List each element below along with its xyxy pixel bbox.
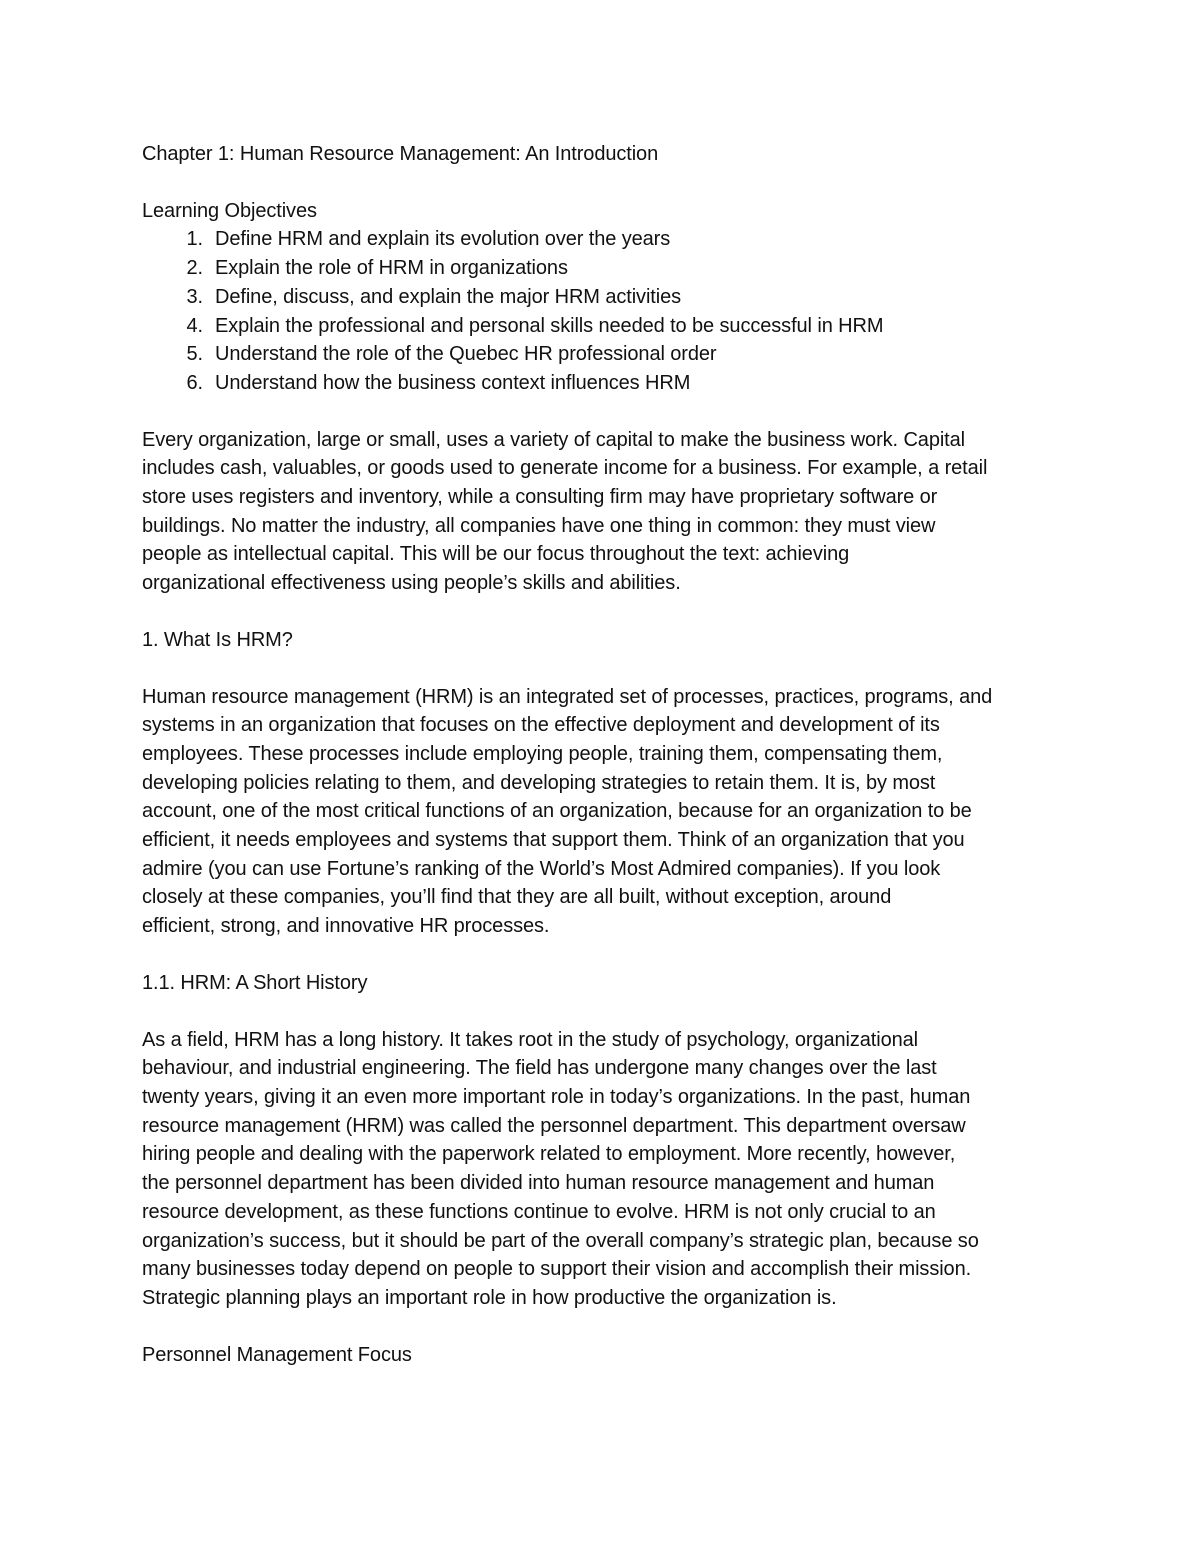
subheading-personnel-management-focus: Personnel Management Focus <box>142 1343 412 1366</box>
objective-text: Understand the role of the Quebec HR professional order <box>215 343 717 366</box>
paragraph-line: Every organization, large or small, uses a variety of capital to make the business work. Capital <box>142 428 966 451</box>
paragraph-line: efficient, strong, and innovative HR processes. <box>142 915 550 938</box>
paragraph-line: admire (you can use Fortune’s ranking of the World’s Most Admired companies). If you look <box>142 857 941 880</box>
objective-number: 1. <box>186 228 203 251</box>
short-history-paragraph <box>142 1026 1072 1313</box>
document-body <box>142 140 1072 1369</box>
objective-item <box>142 283 1072 312</box>
paragraph-line: includes cash, valuables, or goods used to generate income for a business. For example, a retail <box>142 457 988 480</box>
paragraph-line: behaviour, and industrial engineering. The field has undergone many changes over the last <box>142 1057 937 1080</box>
paragraph-line: Human resource management (HRM) is an integrated set of processes, practices, programs, and <box>142 685 993 708</box>
objective-item <box>142 369 1072 398</box>
objective-item <box>142 340 1072 369</box>
paragraph-line: Strategic planning plays an important role in how productive the organization is. <box>142 1286 837 1309</box>
objective-item <box>142 225 1072 254</box>
objective-number: 4. <box>186 314 203 337</box>
objective-text: Define, discuss, and explain the major HRM activities <box>215 285 682 308</box>
objective-item <box>142 312 1072 341</box>
objective-number: 5. <box>186 343 203 366</box>
objective-number: 2. <box>186 257 203 280</box>
objective-text: Define HRM and explain its evolution over the years <box>215 228 671 251</box>
objectives-heading: Learning Objectives <box>142 199 317 222</box>
chapter-title: Chapter 1: Human Resource Management: An Introduction <box>142 143 659 165</box>
paragraph-line: the personnel department has been divided into human resource management and human <box>142 1172 935 1195</box>
paragraph-line: twenty years, giving it an even more important role in today’s organizations. In the past, human <box>142 1085 971 1108</box>
objective-text: Understand how the business context influences HRM <box>215 371 691 394</box>
paragraph-line: buildings. No matter the industry, all companies have one thing in common: they must view <box>142 514 936 537</box>
paragraph-line: closely at these companies, you’ll find that they are all built, without exception, around <box>142 886 892 909</box>
paragraph-line: organization’s success, but it should be part of the overall company’s strategic plan, because so <box>142 1229 979 1252</box>
paragraph-line: store uses registers and inventory, while a consulting firm may have proprietary software or <box>142 486 938 509</box>
objectives-list <box>142 225 1072 397</box>
paragraph-line: resource management (HRM) was called the personnel department. This department oversaw <box>142 1114 966 1137</box>
paragraph-line: efficient, it needs employees and systems that support them. Think of an organization that you <box>142 829 965 852</box>
paragraph-line: resource development, as these functions continue to evolve. HRM is not only crucial to an <box>142 1200 936 1223</box>
objective-number: 6. <box>186 371 203 394</box>
paragraph-line: hiring people and dealing with the paperwork related to employment. More recently, however, <box>142 1143 956 1166</box>
paragraph-line: As a field, HRM has a long history. It takes root in the study of psychology, organizational <box>142 1028 919 1051</box>
objective-text: Explain the professional and personal skills needed to be successful in HRM <box>215 314 884 337</box>
paragraph-line: account, one of the most critical functions of an organization, because for an organization to be <box>142 800 972 823</box>
objective-number: 3. <box>186 285 203 308</box>
paragraph-line: many businesses today depend on people to support their vision and accomplish their mission. <box>142 1258 972 1281</box>
objective-text: Explain the role of HRM in organizations <box>215 257 568 280</box>
paragraph-line: systems in an organization that focuses on the effective deployment and development of its <box>142 714 940 737</box>
paragraph-line: people as intellectual capital. This will be our focus throughout the text: achieving <box>142 543 850 566</box>
what-is-hrm-paragraph <box>142 683 1072 941</box>
paragraph-line: employees. These processes include employing people, training them, compensating them, <box>142 742 943 765</box>
section-heading-what-is-hrm: 1. What Is HRM? <box>142 628 293 651</box>
section-heading-short-history: 1.1. HRM: A Short History <box>142 971 368 994</box>
intro-paragraph <box>142 426 1072 598</box>
paragraph-line: developing policies relating to them, and developing strategies to retain them. It is, by most <box>142 771 936 794</box>
paragraph-line: organizational effectiveness using people’s skills and abilities. <box>142 572 681 595</box>
objective-item <box>142 254 1072 283</box>
